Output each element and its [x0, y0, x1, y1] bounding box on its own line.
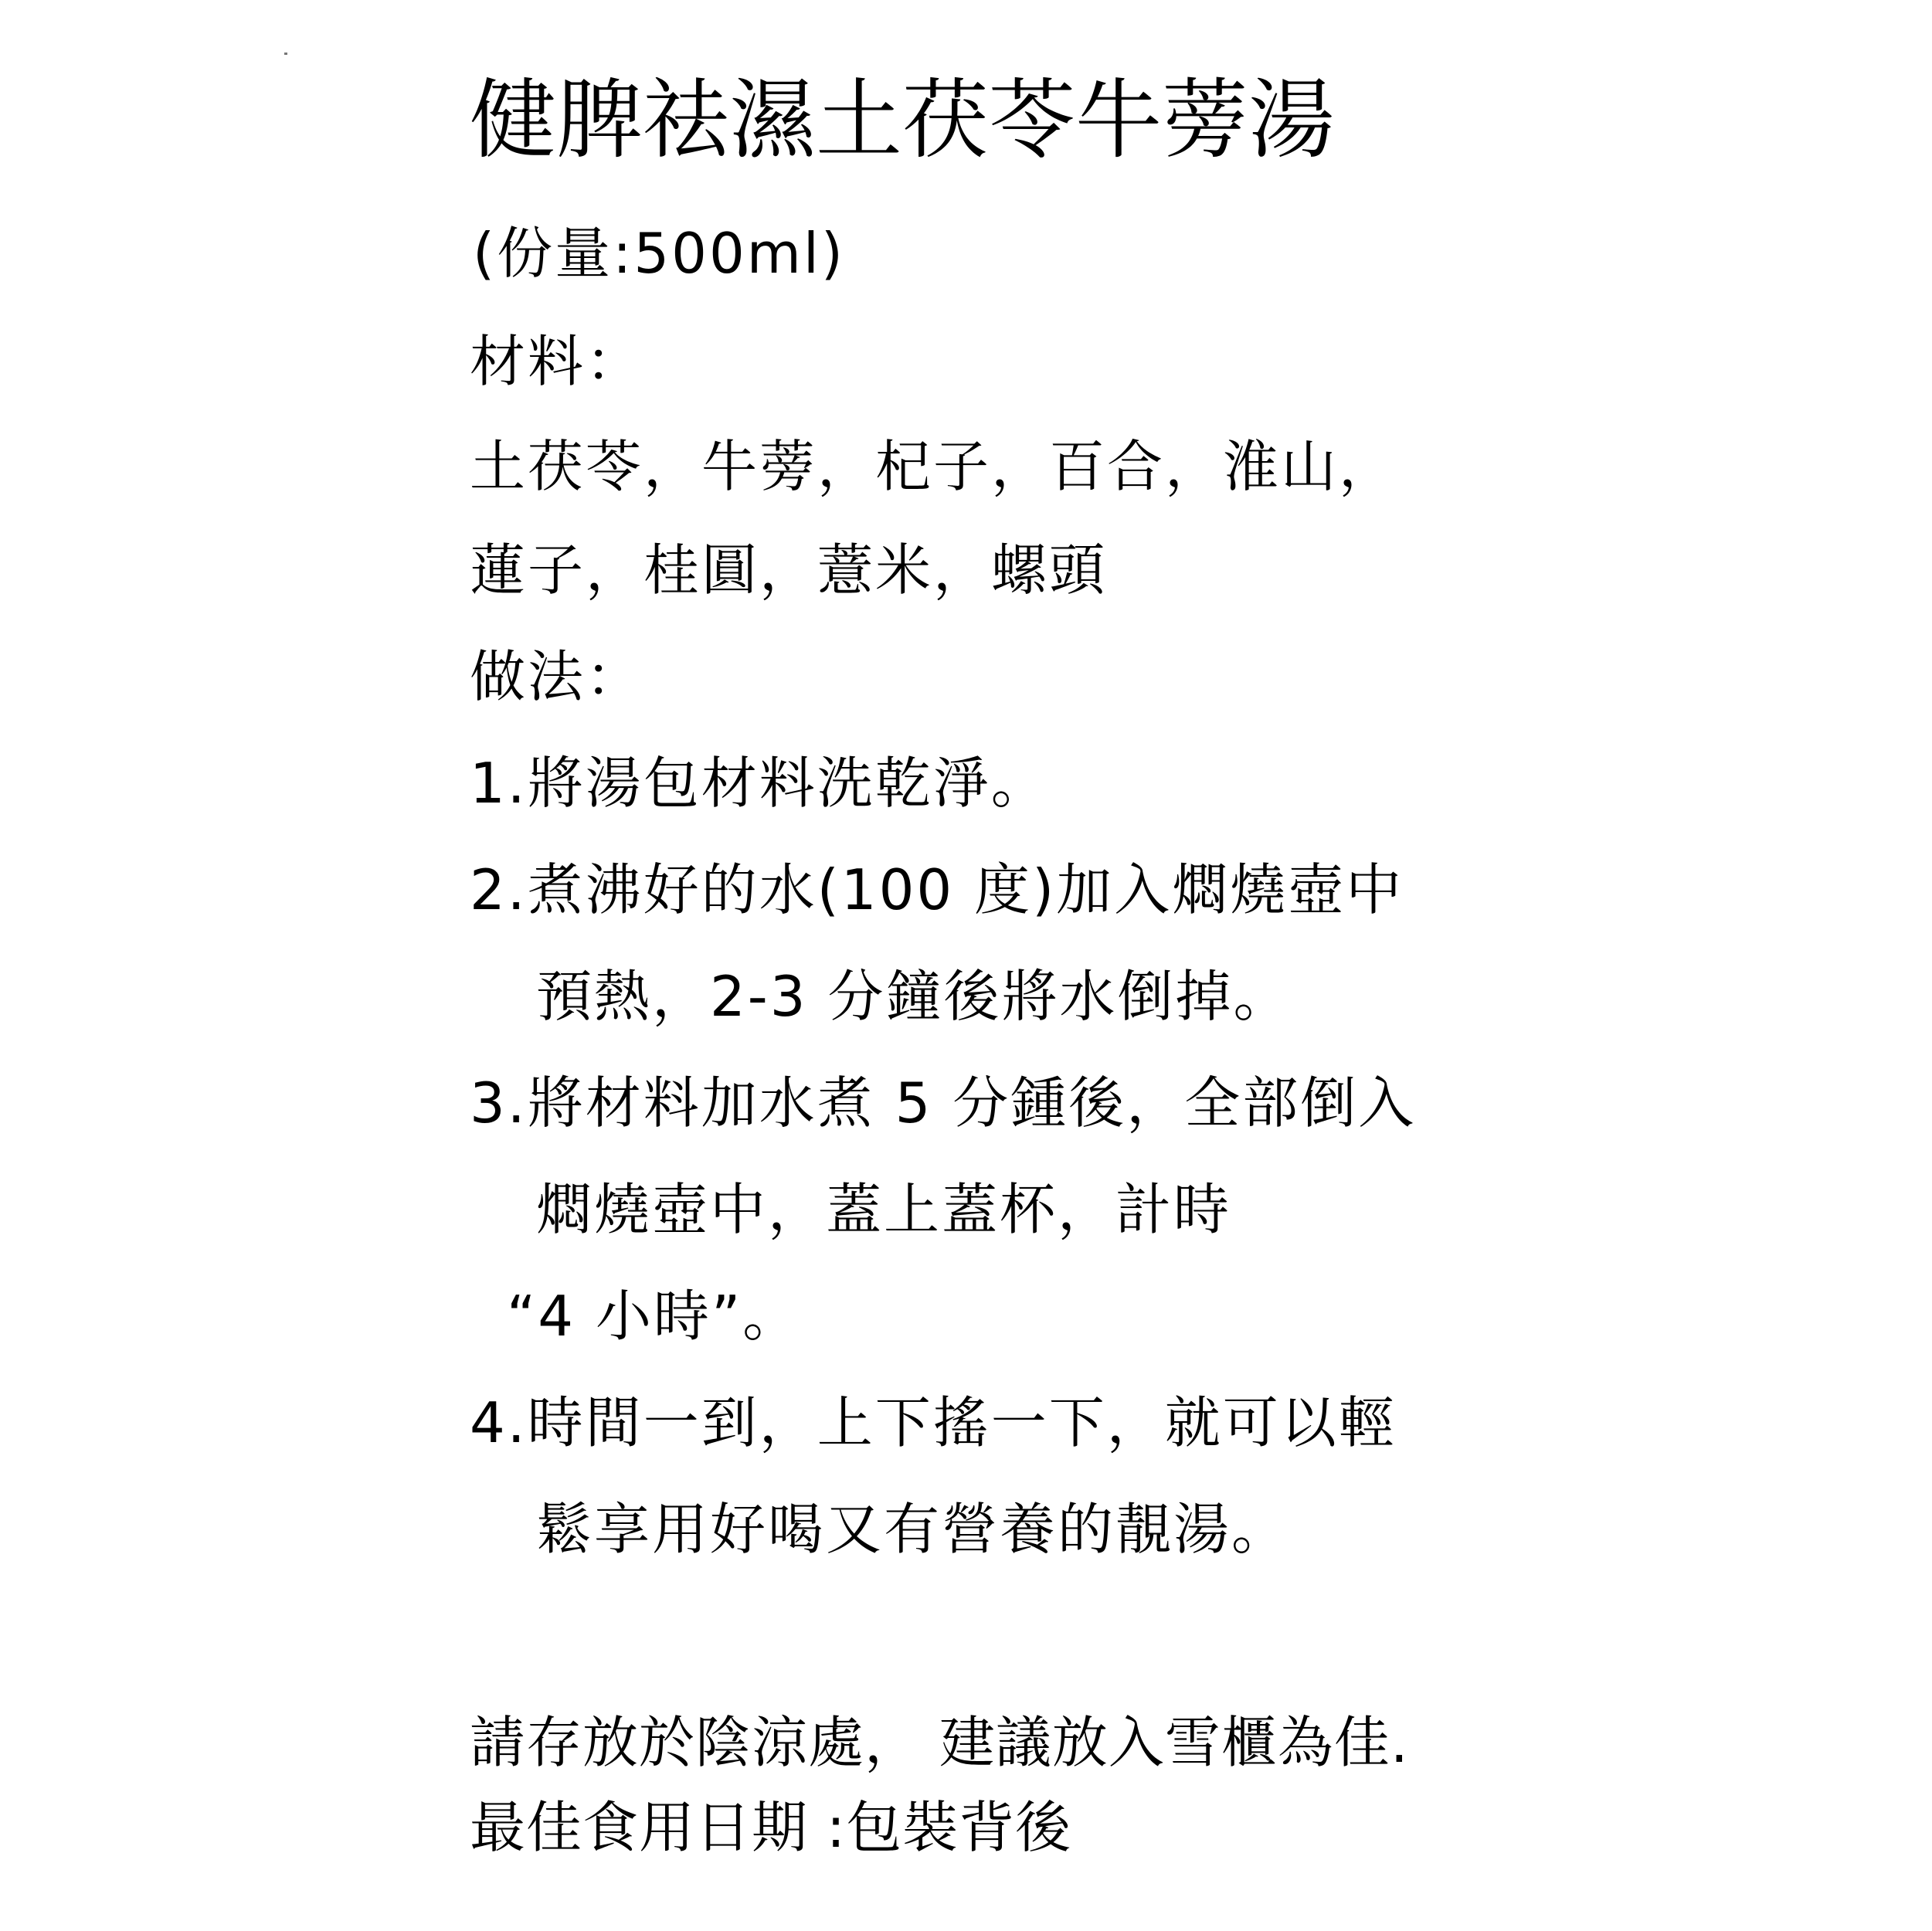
- ingredients-line: 土茯苓，牛蒡，杞子，百合，淮山，: [470, 434, 1397, 499]
- method-step: 4.時間一到，上下搖一下，就可以輕: [470, 1390, 1397, 1455]
- recipe-title: 健脾祛濕土茯苓牛蒡湯: [470, 70, 1335, 171]
- ingredients-heading: 材料：: [470, 329, 644, 394]
- best-before-note: 最佳食用日期 :包裝背後: [470, 1795, 1072, 1860]
- serving-size: (份量:500ml): [473, 221, 846, 286]
- method-step-continuation: 鬆享用好喝又有營養的靚湯。: [536, 1497, 1290, 1562]
- ingredients-line: 蓮子，桂圓，薏米，螺頭: [470, 538, 1108, 602]
- method-step: 3.將材料加水煮 5 分鍾後，全部倒入: [470, 1071, 1417, 1135]
- method-step-continuation: 燜燒壺中，蓋上蓋杯，計時: [536, 1177, 1232, 1242]
- method-step-continuation: “4 小時”。: [507, 1284, 801, 1349]
- scan-speck: [284, 53, 287, 55]
- method-step: 2.煮沸好的水(100 度)加入燜燒壺中: [470, 857, 1404, 922]
- method-heading: 做法：: [470, 644, 644, 709]
- method-step: 1.將湯包材料洗乾淨。: [470, 751, 1049, 816]
- storage-note: 請存放於陰涼處， 建議放入雪櫃為佳.: [470, 1710, 1409, 1775]
- method-step-continuation: 預熱，2-3 分鐘後將水倒掉。: [536, 964, 1292, 1029]
